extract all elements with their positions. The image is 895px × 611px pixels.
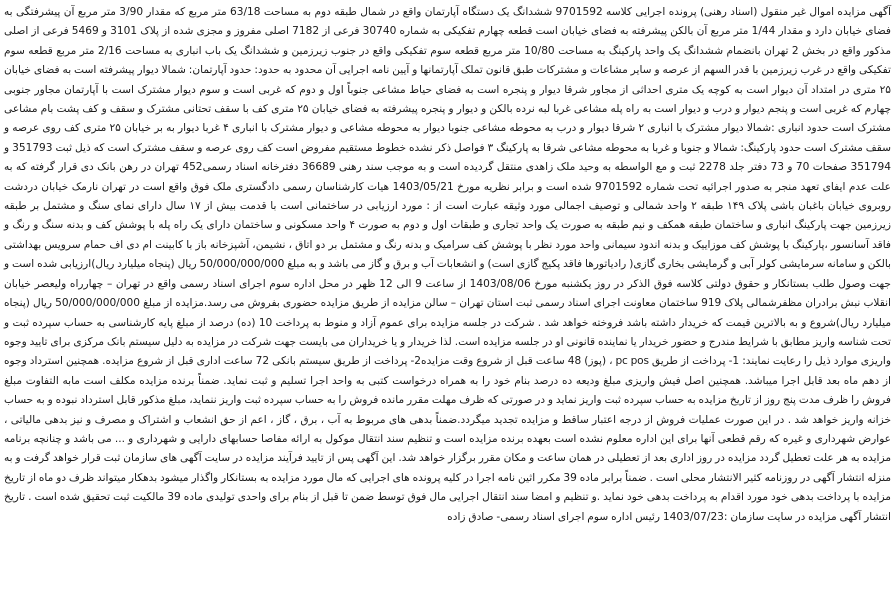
auction-notice-text: آگهی مزایده اموال غیر منقول (اسناد رهنی) پرونده اجرایی کلاسه 9701592 ششدانگ یک دستگاه آپارتمان واقع در شمال طبقه دوم به مساحت 63/18 متر مربع که مقدار 3/90 متر مربع آن پیشرفتگی به فضای خیابان دارد و مقدار 1/44 متر مربع آن بالکن پیشرفته به فضای خیابان است قطعه چهارم تفکیکی به شماره 30740 فرعی از 7182 اصلی مفروز و مجزی شده از پلاک 3101 و 5469 فرعی از اصلی مذکور واقع در بخش 2 تهران بانضمام ششدانگ یک واحد پارکینگ به مساحت 10/80 متر مربع قطعه سوم تفکیکی واقع در جنوب زیرزمین و ششدانگ یک باب انباری به مساحت 2/16 متر مربع قطعه سوم تفکیکی واقع در غرب زیرزمین با قدر السهم از عرصه و سایر مشاعات و مشترکات طبق قانون تملک آپارتمانها و آیین نامه اجرایی آن محدود به حدود: حدود آپارتمان: شمالا دیوار پیشرفته است به فضای خیابان ۲۵ متری در امتداد آن دیوار است به کوچه یک متری احداثی از مجاور شرقا دیوار و پنجره است به فضای حیاط مشاعی جنوباً اول و دوم که غربی است و سوم دیوار مشترک است با آپارتمان مجاور جنوبی چهارم که غربی است و پنجم دیوار و درب و دیوار است به راه پله مشاعی غربا لبه نرده بالکن و دیوار و پنجره پیشرفته به فضای خیابان ۲۵ متری کف با سقف تحتانی مشترک و سقف و کف پشت بام مشاعی مشترک است حدود انباری :شمالا دیوار مشترک با انباری ۲ شرقا دیوار و درب به محوطه مشاعی جنوبا دیوار به محوطه مشاعی و دیوار مشترک با انباری ۴ غربا دیوار به بر خیابان ۲۵ متری کف روی عرصه و سقف مشترک است حدود پارکینگ: شمالا و جنوبا و غربا به محوطه مشاعی شرقا به پارکینگ ۳ فواصل ذکر نشده خطوط مستقیم مفروض است کف روی عرصه و سقف مشترک است که ذیل ثبت 351793 و 351794 صفحات 70 و 73 دفتر جلد 2278 ثبت و مع الواسطه به وحید ملک زاهدی منتقل گردیده است و به موجب سند رهنی 36689 دفترخانه اسناد رسمی452 تهران در رهن بانک دی قرار گرفته که به علت عدم ایفای تعهد منجر به صدور اجرائیه تحت شماره 9701592 شده است و برابر نظریه مورخ 1403/05/21 هیات کارشناسان رسمی دادگستری ملک فوق واقع است در تهران نارمک خیابان دردشت روبروی خیابان باغبان باشی پلاک ۱۴۹ طبقه ۲ واحد شمالی و توصیف اجمالی مورد وثیقه عبارت است از : مورد ارزیابی در ساختمانی است با قدمت بیش از ۱۷ سال دارای نمای سنگ و مشتمل بر طبقه زیرزمین جهت پارکینگ انباری و ساختمان طبقه همکف و نیم طبقه به صورت یک واحد تجاری و طبقات اول و دوم به صورت ۴ واحد مسکونی و ساختمان دارای یک راه پله با پوشش کف و بدنه سنگ و رنگ و فاقد آسانسور ،پارکینگ با پوشش کف موزاییک و بدنه اندود سیمانی واحد مورد نظر با پوشش کف سرامیک و بدنه رنگ و مشتمل بر دو اتاق ، نشیمن، آشپزخانه باز با کابینت ام دی اف حمام سرویس بهداشتی بالکن و سامانه سرمایشی کولر آبی و گرمایشی بخاری گازی( رادیاتورها فاقد پکیج گازی است) و انشعابات آب و برق و گاز می باشد و به مبلغ 50/000/000/000 ریال (پنجاه میلیارد ریال)ارزیابی شده است و جهت وصول طلب بستانکار و حقوق دولتی کلاسه فوق الذکر در روز یکشنبه مورخ 1403/08/06 از ساعت 9 الی 12 ظهر در محل اداره سوم اجرای اسناد رسمی واقع در تهران – چهارراه ولیعصر خیابان انقلاب نبش برادران مظفرشمالی پلاک 919 ساختمان معاونت اجرای اسناد رسمی ثبت استان تهران – سالن مزایده از طریق مزایده حضوری بفروش می رسد.مزایده از مبلغ 50/000/000/000 ریال (پنجاه میلیارد ریال)شروع و به بالاترین قیمت که خریدار داشته باشد فروخته خواهد شد . شرکت در جلسه مزایده برای عموم آزاد و منوط به پرداخت 10 (ده) درصد از مبلغ پایه کارشناسی به حساب سپرده ثبت و تحت شناسه واریز مطابق با شرایط مندرج و حضور خریدار یا نماینده قانونی او در جلسه مزایده است. لذا خریدار و یا خریداران می بایست جهت شرکت در مزایده به دلیل سیستم بانک مرکزی برای تایید وجوه واریزی موارد ذیل را رعایت نمایند: 1- پرداخت از طریق pc pos ، (پوز) 48 ساعت قبل از شروع وقت مزایده2- پرداخت از طریق سیستم بانکی 72 ساعت اداری قبل از شروع مزایده. همچنین استرداد وجوه از دهم ماه بعد قابل اجرا میباشد. همچنین اصل فیش واریزی مبلغ ودیعه ده درصد بنام خود را به همراه درخواست کتبی به واحد اجرا تسلیم و ثبت نماید. ضمناً برنده مزایده مکلف است مابه التفاوت مبلغ فروش را ظرف مدت پنج روز از تاریخ مزایده به حساب سپرده ثبت واریز نماید و در صورتی که ظرف مهلت مقرر مانده فروش را به حساب سپرده ثبت واریز ننماید، مبلغ مذکور قابل استرداد نبوده و به حساب خزانه واریز خواهد شد . در این صورت عملیات فروش از درجه اعتبار ساقط و مزایده تجدید میگردد.ضمناً بدهی های مربوط به آب ، برق ، گاز ، اعم از حق انشعاب و اشتراک و مصرف و نیز بدهی مالیاتی ، عوارض شهرداری و غیره که رقم قطعی آنها برای این اداره معلوم نشده است بعهده برنده مزایده است و تنظیم سند انتقال موکول به ارائه مفاصا حسابهای دارایی و شهرداری و ... می باشد و چنانچه برنامه مزایده به هر علت تعطیل گردد مزایده در روز اداری بعد از تعطیلی در همان ساعت و مکان مقرر برگزار خواهد شد. این آگهی پس از تایید فرآیند مزایده در سایت آگهی های سازمان ثبت قرار خواهد گرفت و به منزله انتشار آگهی در روزنامه کثیر الانتشار محلی است . ضمناً برابر ماده 39 مکرر اثین نامه اجرا در کلیه پرونده های اجرایی که مال مورد مزایده به بستانکار واگذار میشود بدهکار میتواند ظرف دو ماه از تاریخ مزایده با پرداخت بدهی خود مورد اقدام به پرداخت بدهی خود نماید .و تنظیم و امضا سند انتقال اجرایی مال فوق توسط ضمن تا قبل از بنام برای واحدی تولیدی ماده 39 مالکیت ثبت تحقیق شده است . تاریخ انتشار آگهی مزایده در سایت سازمان :1403/07/23 رئیس اداره سوم اجرای اسناد رسمی- صادق زاده	[4, 6, 892, 523]
